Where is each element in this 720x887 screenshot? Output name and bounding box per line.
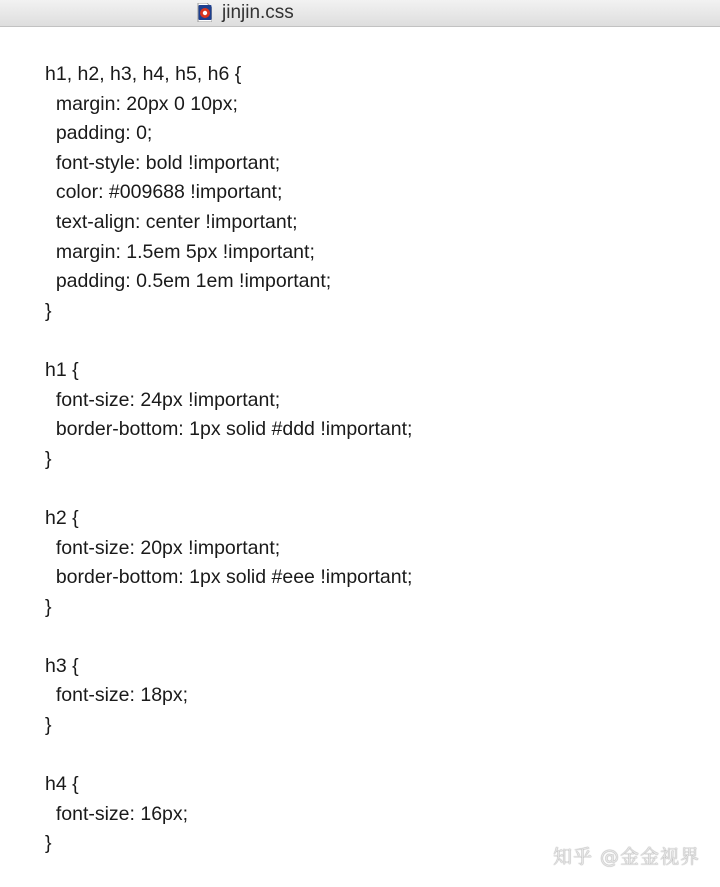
code-line: font-size: 16px; <box>45 802 189 825</box>
code-line: h4 { <box>45 773 79 796</box>
code-line: margin: 20px 0 10px; <box>45 92 238 115</box>
code-line: border-bottom: 1px solid #ddd !important; <box>45 418 413 441</box>
code-line: h3 { <box>45 654 79 677</box>
code-line: font-size: 18px; <box>45 684 189 707</box>
code-line <box>45 622 412 652</box>
code-line: } <box>45 299 52 322</box>
code-line: } <box>45 447 52 470</box>
code-line: margin: 1.5em 5px !important; <box>45 240 315 263</box>
code-line: text-align: center !important; <box>45 210 298 233</box>
watermark: 知乎 @金金视界 <box>552 846 700 868</box>
code-line: } <box>45 832 52 855</box>
code-line: } <box>45 595 52 618</box>
code-line: border-bottom: 1px solid #eee !important; <box>45 566 413 589</box>
code-line: color: #009688 !important; <box>45 181 283 204</box>
code-line <box>45 474 412 504</box>
code-line: h2 { <box>45 506 79 529</box>
code-line: font-style: bold !important; <box>45 151 281 174</box>
code-line: font-size: 24px !important; <box>45 388 281 411</box>
code-line <box>45 326 412 356</box>
code-line: h1, h2, h3, h4, h5, h6 { <box>45 63 242 85</box>
code-line: padding: 0.5em 1em !important; <box>45 270 332 293</box>
code-editor[interactable] <box>45 60 412 859</box>
code-line: font-size: 20px !important; <box>45 536 281 559</box>
code-line: } <box>45 714 52 737</box>
window-titlebar <box>0 0 720 27</box>
code-line: padding: 0; <box>45 122 153 145</box>
css-file-icon <box>197 3 212 22</box>
code-line <box>45 741 412 771</box>
code-line: h1 { <box>45 358 79 381</box>
window-title: jinjin.css <box>222 2 294 23</box>
